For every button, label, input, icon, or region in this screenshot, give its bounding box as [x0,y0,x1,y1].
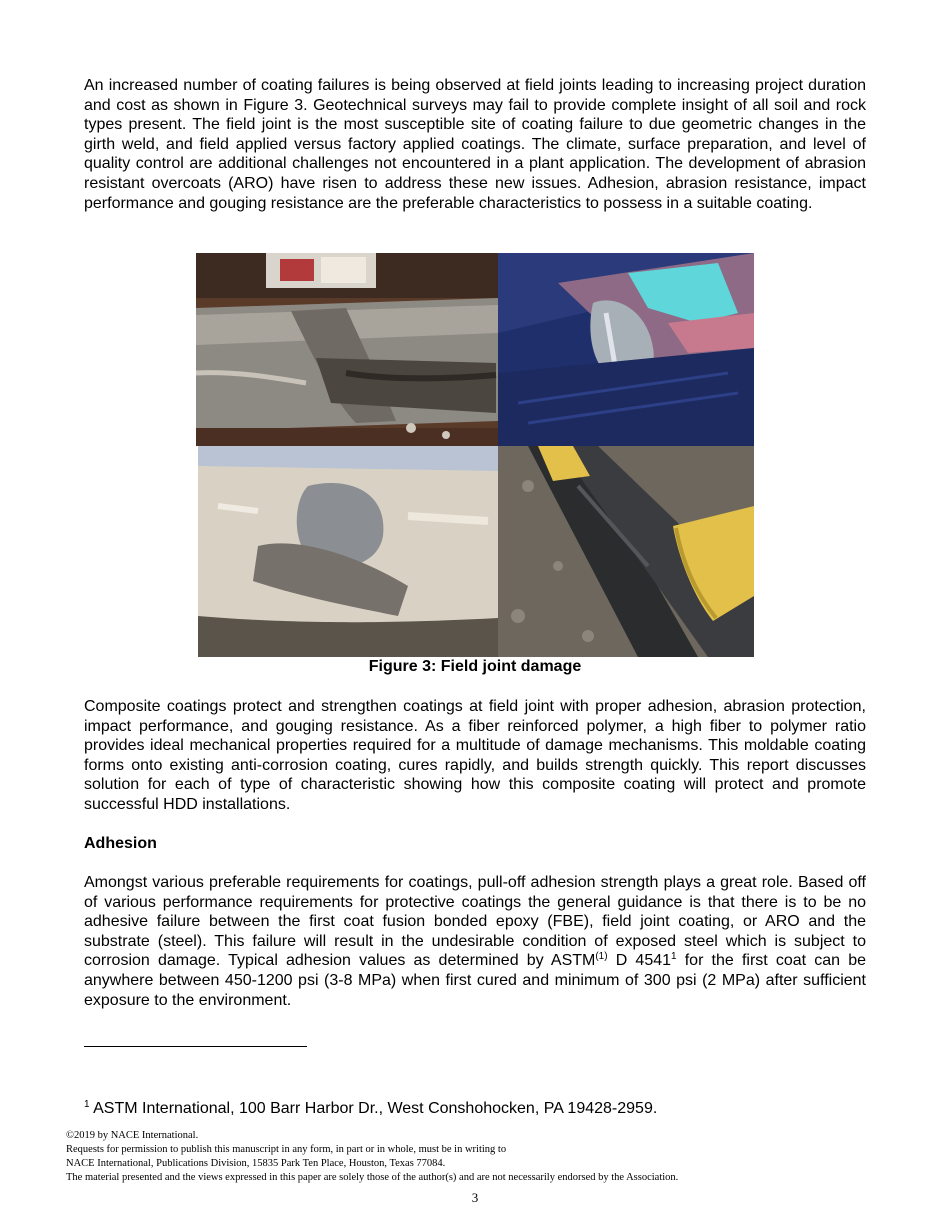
damaged-pipe-photo-top-left [196,253,498,446]
adhesion-text-part2: D 4541 [607,952,672,970]
intro-paragraph: An increased number of coating failures is being observed at field joints leading to increasing project duration and cost as shown in Figure 3. Geotechnical surveys may fail to provide complete insight of all soil and rock types present. The field joint is the most susceptible site of coating failure to due geometric changes in the girth weld, and field applied versus factory applied coatings. The climate, surface preparation, and level of quality control are additional challenges not encountered in a plant application. The development of abrasion resistant overcoats (ARO) have risen to address these new issues. Adhesion, abrasion resistance, impact performance and gouging resistance are the preferable characteristics to possess in a suitable coating. [84,77,866,212]
section-heading-adhesion: Adhesion [84,835,157,852]
footnote [84,1099,657,1119]
adhesion-text-part1: Amongst various preferable requirements for coatings, pull-off adhesion strength plays a great role. Based off of various performance requirements for protective coatings the general guidance is that there is to be no adhesive failure between the first coat fusion bonded epoxy (FBE), field joint coating, or ARO and the substrate (steel). This failure will result in the undesirable condition of exposed steel which is subject to corrosion damage. Typical adhesion values as determined by ASTM [84,874,866,970]
page-number: 3 [471,1190,479,1205]
composite-coatings-paragraph: Composite coatings protect and strengthen coatings at field joint with proper adhesion, abrasion protection, impact performance, and gouging resistance. As a fiber reinforced polymer, a high fiber to polymer ratio provides ideal mechanical properties required for a multitude of damage mechanisms. This moldable coating forms onto existing anti-corrosion coating, cures rapidly, and builds strength quickly. This report discusses solution for each of type of characteristic showing how this composite coating will protect and promote successful HDD installations. [84,698,866,813]
figure-caption: Figure 3: Field joint damage [368,658,582,675]
footnote-separator [84,1046,307,1047]
copyright-line-2: Requests for permission to publish this manuscript in any form, in part or in whole, must be in writing to [66,1144,507,1155]
white-pipe-coating-damage-photo [198,446,498,657]
astm-reference-marker: (1) [595,951,608,963]
footnote-marker: 1 [84,1099,90,1110]
yellow-pipe-field-joint-photo [498,446,754,657]
copyright-notice [66,1129,678,1185]
footnote-reference-marker: 1 [671,951,677,963]
copyright-line-3: NACE International, Publications Division, 15835 Park Ten Place, Houston, Texas 77084. [66,1158,446,1169]
footnote-text: ASTM International, 100 Barr Harbor Dr., West Conshohocken, PA 19428-2959. [89,1100,658,1117]
blue-pipe-coating-damage-photo [498,253,754,446]
figure-3-field-joint-damage [195,253,755,657]
adhesion-text-part3: for the first coat can be anywhere between 450-1200 psi (3-8 MPa) when first cured and minimum of 300 psi (2 MPa) after sufficient exposure to the environment. [84,952,866,1009]
copyright-line-4: The material presented and the views expressed in this paper are solely those of the author(s) and are not necessarily endorsed by the Association. [66,1172,679,1183]
copyright-line-1: ©2019 by NACE International. [66,1130,199,1141]
adhesion-paragraph [84,873,866,1010]
